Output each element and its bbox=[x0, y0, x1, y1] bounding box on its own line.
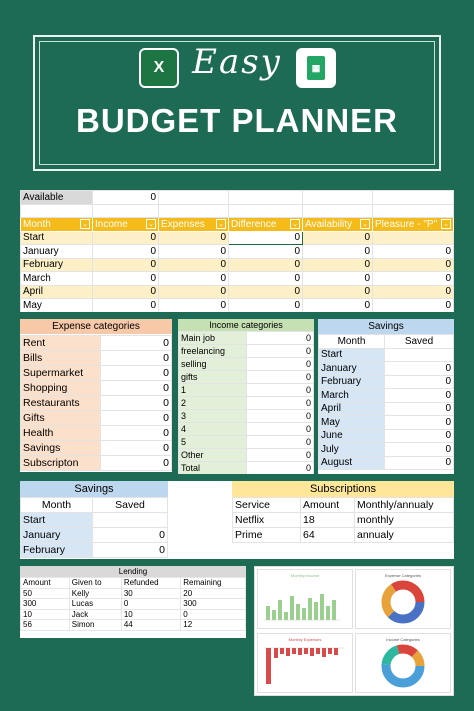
income-category-value[interactable]: 0 bbox=[247, 358, 314, 371]
table-row bbox=[319, 375, 454, 389]
savings-saved[interactable]: 0 bbox=[385, 362, 454, 376]
savings-saved[interactable]: 0 bbox=[93, 528, 168, 543]
easy-title: Easy bbox=[192, 42, 282, 82]
savings-month: July bbox=[319, 443, 385, 457]
lending-to[interactable]: Jack bbox=[69, 609, 121, 620]
row-difference[interactable]: 0 bbox=[229, 285, 303, 299]
row-difference[interactable]: 0 bbox=[229, 231, 303, 245]
row-difference[interactable]: 0 bbox=[229, 258, 303, 272]
available-value[interactable]: 0 bbox=[93, 191, 159, 205]
table-row bbox=[179, 332, 314, 345]
main-header-row bbox=[21, 218, 454, 232]
row-expenses[interactable]: 0 bbox=[159, 231, 229, 245]
lending-panel bbox=[20, 566, 246, 638]
table-row bbox=[319, 456, 454, 470]
table-row bbox=[21, 351, 172, 366]
savings-saved[interactable]: 0 bbox=[385, 429, 454, 443]
table-row bbox=[21, 231, 454, 245]
row-month[interactable]: Start bbox=[21, 231, 93, 245]
table-row bbox=[21, 285, 454, 299]
savings-saved[interactable]: 0 bbox=[385, 443, 454, 457]
table-row bbox=[21, 456, 172, 471]
income-category-value[interactable]: 0 bbox=[247, 384, 314, 397]
table-row bbox=[21, 599, 246, 610]
row-pleasure[interactable]: 0 bbox=[373, 285, 454, 299]
table-row bbox=[21, 258, 454, 272]
row-income[interactable]: 0 bbox=[93, 285, 159, 299]
excel-logo-icon: X bbox=[139, 48, 179, 88]
lending-remaining[interactable]: 300 bbox=[181, 599, 246, 610]
sub-period[interactable]: annualy bbox=[355, 528, 454, 543]
row-expenses[interactable]: 0 bbox=[159, 272, 229, 286]
col-expenses[interactable]: Expenses ⌄ bbox=[159, 218, 229, 232]
row-pleasure[interactable]: 0 bbox=[373, 258, 454, 272]
exp-cat-chart-title: Expense Categories bbox=[384, 573, 422, 578]
table-row bbox=[179, 462, 314, 475]
savings-month: August bbox=[319, 456, 385, 470]
table-row bbox=[21, 441, 172, 456]
row-income[interactable]: 0 bbox=[93, 258, 159, 272]
savings-month: Start bbox=[21, 513, 93, 528]
sub-service[interactable]: Prime bbox=[233, 528, 301, 543]
table-row bbox=[319, 402, 454, 416]
row-availability[interactable]: 0 bbox=[303, 285, 373, 299]
table-row bbox=[179, 358, 314, 371]
income-category-value[interactable]: 0 bbox=[247, 423, 314, 436]
savings-panel-large bbox=[20, 481, 168, 558]
filter-dropdown-icon[interactable]: ⌄ bbox=[362, 220, 368, 228]
row-availability[interactable]: 0 bbox=[303, 231, 373, 245]
income-category-label: 2 bbox=[179, 397, 247, 410]
income-category-label: selling bbox=[179, 358, 247, 371]
table-row bbox=[21, 381, 172, 396]
lending-amount[interactable]: 10 bbox=[21, 609, 70, 620]
income-bars bbox=[258, 570, 352, 628]
expense-category-label: Rent bbox=[21, 336, 101, 351]
expense-category-value[interactable]: 0 bbox=[101, 426, 172, 441]
expense-category-label: Supermarket bbox=[21, 366, 101, 381]
lending-remaining[interactable]: 12 bbox=[181, 620, 246, 631]
savings-subscriptions-panel bbox=[20, 481, 454, 559]
table-row bbox=[21, 588, 246, 599]
lending-to[interactable]: Kelly bbox=[69, 588, 121, 599]
row-pleasure[interactable] bbox=[373, 231, 454, 245]
exp-donut bbox=[356, 570, 450, 628]
savings-month: February bbox=[21, 543, 93, 558]
row-month[interactable]: March bbox=[21, 272, 93, 286]
table-row bbox=[179, 423, 314, 436]
savings-month: May bbox=[319, 416, 385, 430]
row-availability[interactable]: 0 bbox=[303, 258, 373, 272]
filter-dropdown-icon[interactable]: ⌄ bbox=[443, 220, 449, 228]
lending-to[interactable]: Simon bbox=[69, 620, 121, 631]
income-category-value[interactable]: 0 bbox=[247, 462, 314, 475]
row-month[interactable]: January bbox=[21, 245, 93, 259]
income-category-value[interactable]: 0 bbox=[247, 410, 314, 423]
table-row bbox=[21, 366, 172, 381]
income-category-value[interactable]: 0 bbox=[247, 345, 314, 358]
savings-month: January bbox=[21, 528, 93, 543]
row-income[interactable]: 0 bbox=[93, 245, 159, 259]
table-row bbox=[179, 410, 314, 423]
table-row bbox=[319, 362, 454, 376]
savings-saved[interactable]: 0 bbox=[93, 543, 168, 558]
lending-to[interactable]: Lucas bbox=[69, 599, 121, 610]
row-difference[interactable]: 0 bbox=[229, 245, 303, 259]
income-categories-panel bbox=[178, 319, 314, 474]
expense-category-value[interactable]: 0 bbox=[101, 336, 172, 351]
col-saved: Saved bbox=[385, 335, 454, 349]
expense-category-label: Subscripton bbox=[21, 456, 101, 471]
inc-cat-chart-title: Income Categories bbox=[386, 637, 420, 642]
filter-dropdown-icon[interactable]: ⌄ bbox=[148, 220, 154, 228]
table-row bbox=[21, 620, 246, 631]
savings-saved[interactable]: 0 bbox=[385, 456, 454, 470]
table-row bbox=[21, 272, 454, 286]
expense-category-value[interactable]: 0 bbox=[101, 381, 172, 396]
filter-dropdown-icon[interactable]: ⌄ bbox=[292, 220, 298, 228]
savings-title: Savings bbox=[318, 319, 454, 334]
table-row bbox=[21, 411, 172, 426]
expense-category-value[interactable]: 0 bbox=[101, 441, 172, 456]
expense-category-value[interactable]: 0 bbox=[101, 396, 172, 411]
savings-month: Start bbox=[319, 348, 385, 362]
table-row bbox=[179, 436, 314, 449]
table-row bbox=[179, 397, 314, 410]
savings-saved[interactable]: 0 bbox=[385, 416, 454, 430]
expense-categories-panel bbox=[20, 319, 172, 472]
sub-amount[interactable]: 64 bbox=[301, 528, 355, 543]
lending-refunded[interactable]: 44 bbox=[121, 620, 180, 631]
row-expenses[interactable]: 0 bbox=[159, 258, 229, 272]
income-category-label: Main job bbox=[179, 332, 247, 345]
table-row bbox=[21, 528, 168, 543]
table-row bbox=[21, 299, 454, 313]
lending-refunded[interactable]: 10 bbox=[121, 609, 180, 620]
table-row bbox=[233, 528, 454, 543]
income-category-value[interactable]: 0 bbox=[247, 449, 314, 462]
income-chart-title: Monthly Income bbox=[290, 573, 320, 578]
table-row bbox=[179, 371, 314, 384]
lending-remaining[interactable]: 20 bbox=[181, 588, 246, 599]
table-row bbox=[21, 513, 168, 528]
savings-month: February bbox=[319, 375, 385, 389]
row-income[interactable]: 0 bbox=[93, 272, 159, 286]
lending-col: Refunded bbox=[121, 578, 180, 589]
row-expenses[interactable]: 0 bbox=[159, 245, 229, 259]
lending-remaining[interactable]: 0 bbox=[181, 609, 246, 620]
income-category-label: freelancing bbox=[179, 345, 247, 358]
row-expenses[interactable]: 0 bbox=[159, 299, 229, 313]
income-category-label: 3 bbox=[179, 410, 247, 423]
subscriptions-title: Subscriptions bbox=[232, 481, 454, 497]
expense-category-label: Restaurants bbox=[21, 396, 101, 411]
income-category-value[interactable]: 0 bbox=[247, 371, 314, 384]
income-category-value[interactable]: 0 bbox=[247, 436, 314, 449]
main-budget-table bbox=[20, 190, 454, 312]
row-income[interactable]: 0 bbox=[93, 231, 159, 245]
lending-col: Remaining bbox=[181, 578, 246, 589]
savings-month: January bbox=[319, 362, 385, 376]
sub-service[interactable]: Netflix bbox=[233, 513, 301, 528]
subscriptions-panel bbox=[232, 481, 454, 543]
available-label: Available bbox=[21, 191, 93, 205]
page-title: BUDGET PLANNER bbox=[75, 102, 398, 139]
savings-saved[interactable]: 0 bbox=[385, 389, 454, 403]
income-category-label: Other bbox=[179, 449, 247, 462]
expense-category-label: Shopping bbox=[21, 381, 101, 396]
table-row bbox=[319, 348, 454, 362]
lending-amount[interactable]: 50 bbox=[21, 588, 70, 599]
row-pleasure[interactable]: 0 bbox=[373, 299, 454, 313]
col-month: Month bbox=[319, 335, 385, 349]
lending-col: Amount bbox=[21, 578, 70, 589]
expense-category-label: Bills bbox=[21, 351, 101, 366]
row-pleasure[interactable]: 0 bbox=[373, 245, 454, 259]
table-row bbox=[21, 426, 172, 441]
table-row bbox=[179, 384, 314, 397]
lending-title: Lending bbox=[20, 566, 246, 577]
col-month: Month bbox=[21, 498, 93, 513]
income-category-label: gifts bbox=[179, 371, 247, 384]
lending-amount[interactable]: 56 bbox=[21, 620, 70, 631]
savings-large-title: Savings bbox=[20, 481, 168, 497]
expense-category-value[interactable]: 0 bbox=[101, 366, 172, 381]
savings-month: March bbox=[319, 389, 385, 403]
expense-category-value[interactable]: 0 bbox=[101, 456, 172, 471]
expense-category-value[interactable]: 0 bbox=[101, 351, 172, 366]
savings-saved[interactable]: 0 bbox=[385, 402, 454, 416]
table-row bbox=[319, 389, 454, 403]
sheets-logo-icon: ▦ bbox=[296, 48, 336, 88]
income-category-value[interactable]: 0 bbox=[247, 397, 314, 410]
sub-amount[interactable]: 18 bbox=[301, 513, 355, 528]
expense-categories-title: Expense categories bbox=[20, 319, 172, 335]
expense-category-value[interactable]: 0 bbox=[101, 411, 172, 426]
row-month[interactable]: April bbox=[21, 285, 93, 299]
table-row bbox=[21, 543, 168, 558]
income-category-label: 4 bbox=[179, 423, 247, 436]
savings-month: June bbox=[319, 429, 385, 443]
inc-donut bbox=[356, 634, 450, 692]
row-availability[interactable]: 0 bbox=[303, 299, 373, 313]
expense-category-label: Health bbox=[21, 426, 101, 441]
sub-period[interactable]: monthly bbox=[355, 513, 454, 528]
col-saved: Saved bbox=[93, 498, 168, 513]
savings-panel-small bbox=[318, 319, 454, 474]
row-pleasure[interactable]: 0 bbox=[373, 272, 454, 286]
income-categories-donut[interactable] bbox=[355, 633, 451, 693]
col-income[interactable]: Income ⌄ bbox=[93, 218, 159, 232]
col-pleasure[interactable]: Pleasure - "P" ⌄ bbox=[373, 218, 454, 232]
row-month[interactable]: February bbox=[21, 258, 93, 272]
table-row bbox=[21, 245, 454, 259]
expense-category-label: Savings bbox=[21, 441, 101, 456]
row-expenses[interactable]: 0 bbox=[159, 285, 229, 299]
col-period: Monthly/annualy bbox=[355, 498, 454, 513]
col-month[interactable]: Month ⌄ bbox=[21, 218, 93, 232]
row-difference[interactable]: 0 bbox=[229, 299, 303, 313]
table-row bbox=[319, 429, 454, 443]
row-income[interactable]: 0 bbox=[93, 299, 159, 313]
col-amount: Amount bbox=[301, 498, 355, 513]
table-row bbox=[233, 513, 454, 528]
filter-dropdown-icon[interactable]: ⌄ bbox=[82, 220, 88, 228]
lending-refunded[interactable]: 0 bbox=[121, 599, 180, 610]
table-row bbox=[21, 609, 246, 620]
row-availability[interactable]: 0 bbox=[303, 245, 373, 259]
lending-refunded[interactable]: 30 bbox=[121, 588, 180, 599]
expense-category-label: Gifts bbox=[21, 411, 101, 426]
income-categories-title: Income categories bbox=[178, 319, 314, 331]
expense-bar-chart[interactable] bbox=[257, 633, 353, 693]
table-row bbox=[319, 443, 454, 457]
expense-categories-donut[interactable] bbox=[355, 569, 451, 629]
income-category-label: 1 bbox=[179, 384, 247, 397]
savings-saved[interactable] bbox=[385, 348, 454, 362]
expense-chart-title: Monthly Expenses bbox=[288, 637, 322, 642]
lending-col: Given to bbox=[69, 578, 121, 589]
row-difference[interactable]: 0 bbox=[229, 272, 303, 286]
table-row bbox=[21, 396, 172, 411]
lending-amount[interactable]: 300 bbox=[21, 599, 70, 610]
income-category-value[interactable]: 0 bbox=[247, 332, 314, 345]
charts-area bbox=[254, 566, 454, 696]
row-month[interactable]: May bbox=[21, 299, 93, 313]
table-row bbox=[179, 449, 314, 462]
filter-dropdown-icon[interactable]: ⌄ bbox=[218, 220, 224, 228]
expense-bars bbox=[258, 634, 352, 692]
table-row bbox=[319, 416, 454, 430]
col-service: Service bbox=[233, 498, 301, 513]
savings-saved[interactable] bbox=[93, 513, 168, 528]
col-difference[interactable]: Difference ⌄ bbox=[229, 218, 303, 232]
table-row bbox=[179, 345, 314, 358]
income-category-label: 5 bbox=[179, 436, 247, 449]
table-row bbox=[21, 336, 172, 351]
income-bar-chart[interactable] bbox=[257, 569, 353, 629]
savings-saved[interactable]: 0 bbox=[385, 375, 454, 389]
col-availability[interactable]: Availability ⌄ bbox=[303, 218, 373, 232]
income-category-label: Total bbox=[179, 462, 247, 475]
row-availability[interactable]: 0 bbox=[303, 272, 373, 286]
savings-month: April bbox=[319, 402, 385, 416]
